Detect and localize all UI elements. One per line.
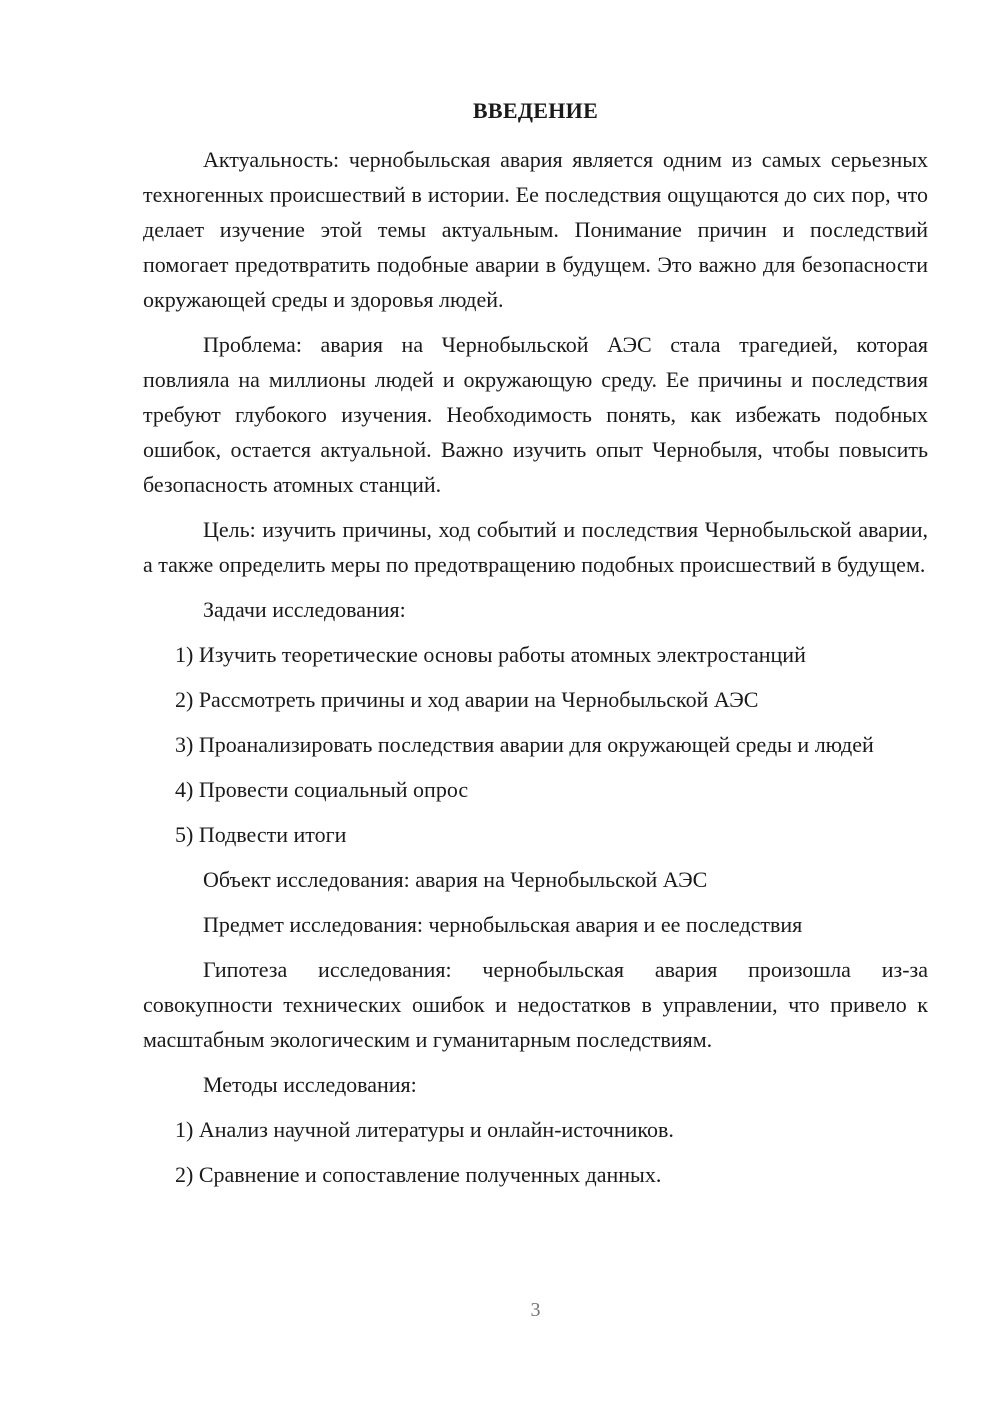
task-item: 1) Изучить теоретические основы работы атомных электростанций	[175, 642, 806, 667]
subject-paragraph: Предмет исследования: чернобыльская авария и ее последствия	[203, 912, 803, 937]
object-paragraph: Объект исследования: авария на Чернобыльской АЭС	[203, 867, 708, 892]
hypothesis-paragraph: Гипотеза исследования: чернобыльская авария произошла из-за совокупности технических ошибок и недостатков в управлении, что привело к масштабным экологическим и гуманитарным последствиям.	[143, 957, 928, 1052]
method-item: 1) Анализ научной литературы и онлайн-источников.	[175, 1117, 674, 1142]
page-title: ВВЕДЕНИЕ	[472, 98, 599, 123]
task-item: 2) Рассмотреть причины и ход аварии на Чернобыльской АЭС	[175, 687, 759, 712]
task-item: 3) Проанализировать последствия аварии для окружающей среды и людей	[175, 732, 874, 757]
task-item: 5) Подвести итоги	[175, 822, 347, 847]
problem-paragraph: Проблема: авария на Чернобыльской АЭС стала трагедией, которая повлияла на миллионы людей и окружающую среду. Ее причины и последствия требуют глубокого изучения. Необходимость понять, как избежать подобных ошибок, остается актуальной. Важно изучить опыт Чернобыля, чтобы повысить безопасность атомных станций.	[143, 332, 928, 497]
document-body	[143, 142, 928, 1202]
relevance-paragraph: Актуальность: чернобыльская авария является одним из самых серьезных техногенных происшествий в истории. Ее последствия ощущаются до сих пор, что делает изучение этой темы актуальным. Понимание причин и последствий помогает предотвратить подобные аварии в будущем. Это важно для безопасности окружающей среды и здоровья людей.	[143, 147, 928, 312]
tasks-heading: Задачи исследования:	[203, 597, 406, 622]
method-item: 2) Сравнение и сопоставление полученных данных.	[175, 1162, 662, 1187]
goal-paragraph: Цель: изучить причины, ход событий и последствия Чернобыльской аварии, а также определить меры по предотвращению подобных происшествий в будущем.	[143, 517, 928, 577]
task-item: 4) Провести социальный опрос	[175, 777, 469, 802]
methods-heading: Методы исследования:	[203, 1072, 417, 1097]
document-page	[143, 0, 928, 1414]
page-number: 3	[530, 1299, 541, 1321]
